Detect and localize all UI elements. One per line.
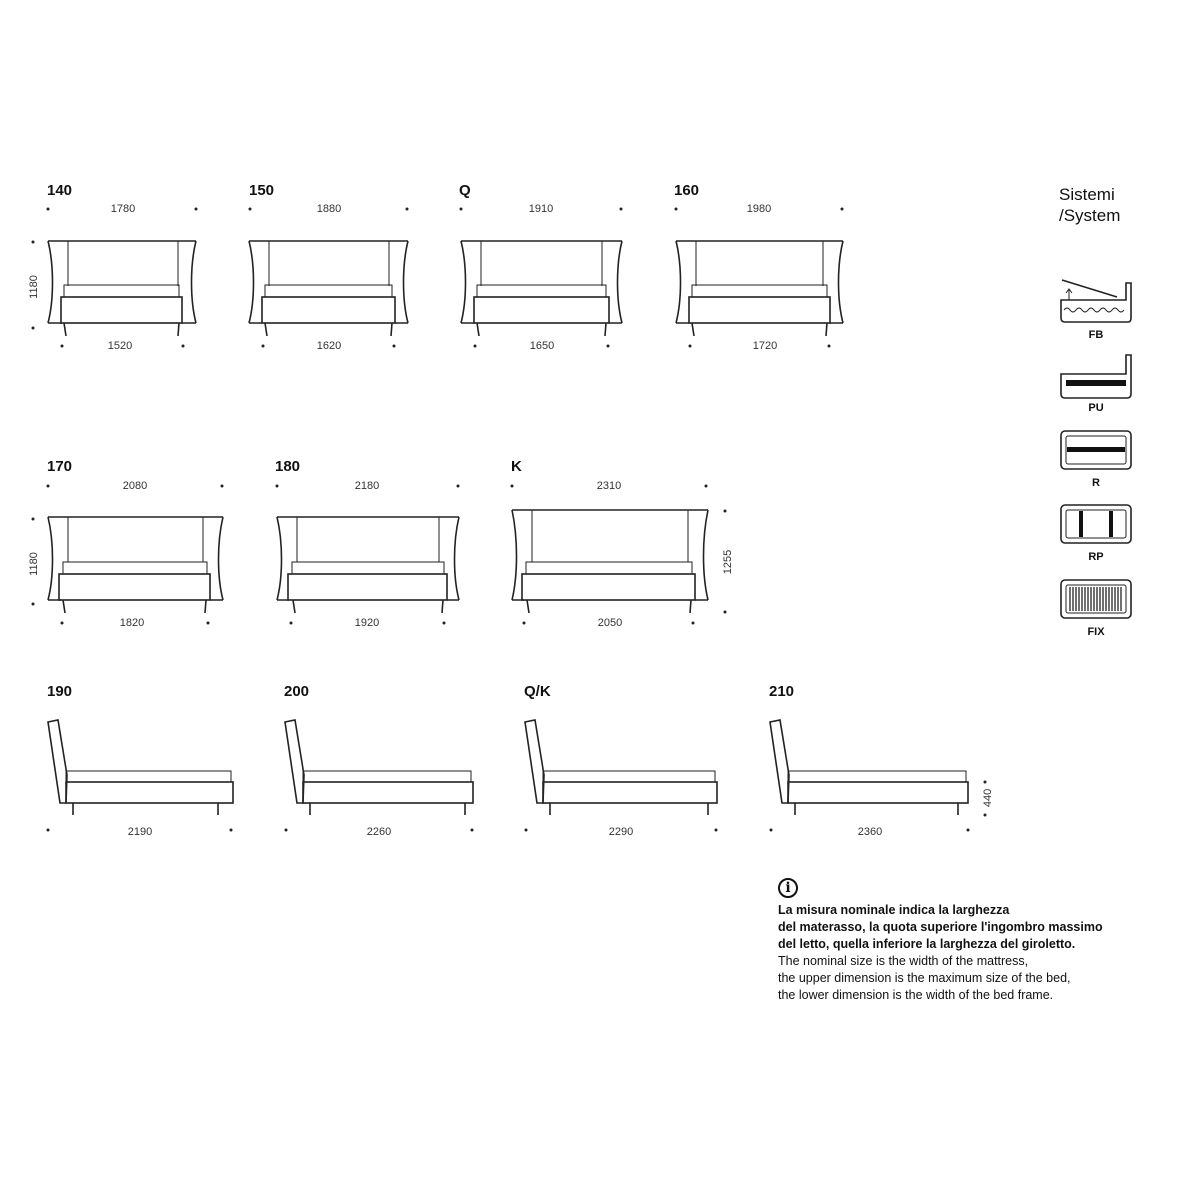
height-dimension: 440: [982, 788, 994, 808]
front-view-180: [275, 458, 460, 629]
front-view-160: [674, 182, 844, 352]
length-dimension: 2260: [366, 826, 392, 838]
height-dimension: 1180: [28, 552, 40, 576]
size-label: K: [511, 458, 522, 475]
bottom-dimension: 1650: [529, 340, 555, 352]
note-it-line-3: del letto, quella inferiore la larghezza del giroletto.: [778, 937, 1076, 951]
system-code-fb: FB: [1088, 329, 1104, 341]
height-dimension: 1180: [28, 275, 40, 299]
systems-subtitle: /System: [1059, 206, 1121, 225]
note-en-line-1: The nominal size is the width of the mattress,: [778, 954, 1029, 968]
system-code-r: R: [1092, 477, 1100, 489]
height-dimension: 1255: [722, 549, 734, 575]
note-it-line-1: La misura nominale indica la larghezza: [778, 903, 1010, 917]
fixed-slats-icon: [1061, 580, 1131, 618]
size-label: 140: [47, 182, 73, 199]
side-view-190: [47, 683, 234, 838]
size-label: 200: [284, 683, 310, 700]
side-view-210: [769, 683, 994, 838]
storage-lift-icon: [1061, 280, 1131, 322]
bottom-dimension: 1620: [316, 340, 342, 352]
front-view-q: [459, 182, 623, 352]
top-dimension: 1780: [110, 203, 136, 215]
bottom-dimension: 2050: [597, 617, 623, 629]
size-label: Q: [459, 182, 471, 199]
side-view-qk: [524, 683, 718, 838]
bottom-dimension: 1720: [752, 340, 778, 352]
slat-base-adjustable-icon: [1061, 505, 1131, 543]
note-en-line-3: the lower dimension is the width of the bed frame.: [778, 988, 1054, 1002]
top-dimension: 2180: [354, 480, 380, 492]
size-label: 180: [275, 458, 301, 475]
top-dimension: 2080: [122, 480, 148, 492]
bed-profile-icon: [1061, 355, 1131, 398]
size-label: 150: [249, 182, 275, 199]
front-view-170: [28, 458, 224, 629]
bottom-dimension: 1820: [119, 617, 145, 629]
front-view-140: [28, 182, 198, 352]
systems-legend: [1059, 185, 1131, 638]
length-dimension: 2360: [857, 826, 883, 838]
top-dimension: 1980: [746, 203, 772, 215]
side-view-200: [284, 683, 474, 838]
size-label: 160: [674, 182, 700, 199]
bottom-dimension: 1920: [354, 617, 380, 629]
system-code-pu: PU: [1088, 402, 1104, 414]
size-label: 170: [47, 458, 73, 475]
size-label: 190: [47, 683, 73, 700]
top-dimension: 1880: [316, 203, 342, 215]
bottom-dimension: 1520: [107, 340, 133, 352]
system-code-fix: FIX: [1087, 626, 1105, 638]
front-view-150: [249, 182, 409, 352]
size-label: 210: [769, 683, 795, 700]
info-icon: i: [778, 878, 798, 898]
length-dimension: 2190: [127, 826, 153, 838]
size-label: Q/K: [524, 683, 551, 700]
front-view-k: [511, 458, 735, 629]
systems-title: Sistemi: [1059, 185, 1115, 204]
system-code-rp: RP: [1088, 551, 1104, 563]
slat-base-icon: [1061, 431, 1131, 469]
top-dimension: 2310: [596, 480, 622, 492]
top-dimension: 1910: [528, 203, 554, 215]
info-note: [778, 878, 1178, 1004]
note-it-line-2: del materasso, la quota superiore l'ingombro massimo: [778, 920, 1103, 934]
length-dimension: 2290: [608, 826, 634, 838]
note-en-line-2: the upper dimension is the maximum size of the bed,: [778, 971, 1071, 985]
